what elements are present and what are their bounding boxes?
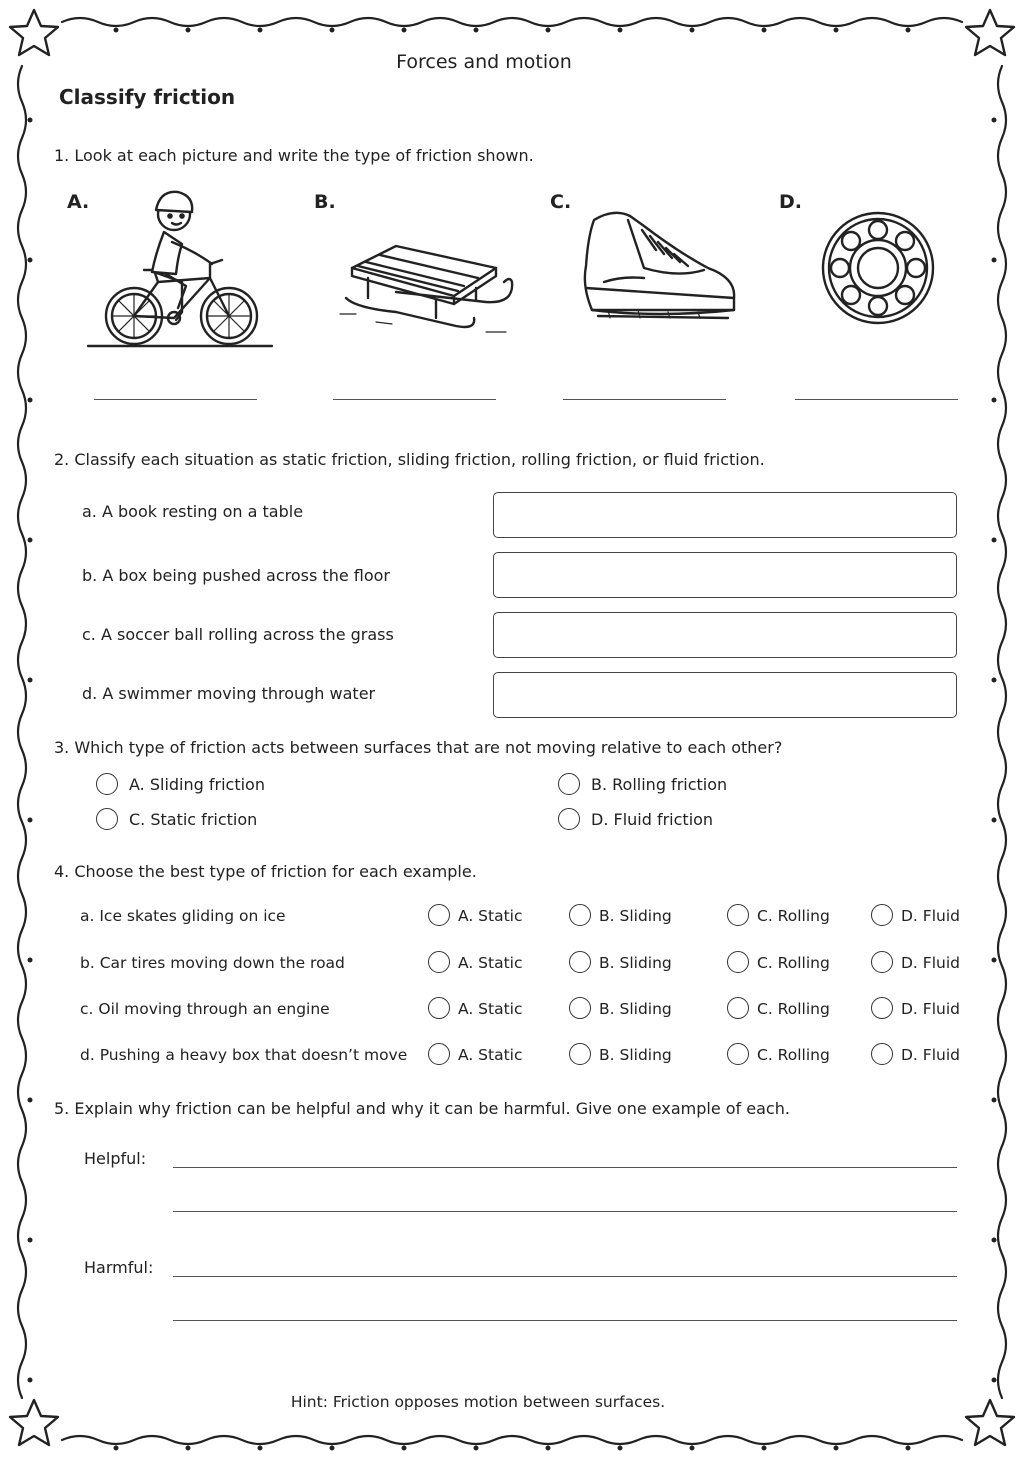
q3-option-d: D. Fluid friction bbox=[591, 810, 714, 829]
q4-row-b-radio-sliding[interactable] bbox=[569, 951, 591, 973]
q4-row-d-option-fluid: D. Fluid bbox=[901, 1046, 960, 1064]
q4-row-a-option-sliding: B. Sliding bbox=[599, 907, 672, 925]
answer-line-d[interactable] bbox=[795, 399, 958, 400]
helpful-line-2[interactable] bbox=[173, 1211, 957, 1212]
answer-box-a[interactable] bbox=[493, 492, 957, 538]
q4-row-c-option-fluid: D. Fluid bbox=[901, 1000, 960, 1018]
picture-label-d: D. bbox=[779, 191, 802, 213]
q4-row-d-option-static: A. Static bbox=[458, 1046, 523, 1064]
q4-row-a-radio-rolling[interactable] bbox=[727, 904, 749, 926]
question-3-text: 3. Which type of friction acts between surfaces that are not moving relative to each other? bbox=[54, 738, 783, 757]
shoe-icon bbox=[578, 206, 744, 326]
picture-label-b: B. bbox=[314, 191, 336, 213]
q4-row-b-label: b. Car tires moving down the road bbox=[80, 954, 345, 972]
question-2-text: 2. Classify each situation as static friction, sliding friction, rolling friction, or fluid friction. bbox=[54, 450, 765, 469]
q4-row-d-label: d. Pushing a heavy box that doesn’t move bbox=[80, 1046, 408, 1064]
harmful-line-1[interactable] bbox=[173, 1276, 957, 1277]
sled-icon bbox=[336, 238, 526, 338]
question-1-text: 1. Look at each picture and write the type of friction shown. bbox=[54, 146, 534, 165]
q2-item-c: c. A soccer ball rolling across the grass bbox=[82, 625, 394, 644]
q4-row-c-option-rolling: C. Rolling bbox=[757, 1000, 830, 1018]
harmful-label: Harmful: bbox=[84, 1258, 154, 1277]
answer-box-b[interactable] bbox=[493, 552, 957, 598]
question-5-text: 5. Explain why friction can be helpful and why it can be harmful. Give one example of each. bbox=[54, 1099, 790, 1118]
worksheet-title: Forces and motion bbox=[396, 51, 572, 73]
q4-row-a-radio-fluid[interactable] bbox=[871, 904, 893, 926]
q4-row-d-radio-static[interactable] bbox=[428, 1043, 450, 1065]
q2-item-d: d. A swimmer moving through water bbox=[82, 684, 376, 703]
harmful-line-2[interactable] bbox=[173, 1320, 957, 1321]
q2-item-b: b. A box being pushed across the floor bbox=[82, 566, 391, 585]
helpful-line-1[interactable] bbox=[173, 1167, 957, 1168]
section-heading: Classify friction bbox=[59, 85, 236, 109]
q4-row-a-option-rolling: C. Rolling bbox=[757, 907, 830, 925]
answer-line-a[interactable] bbox=[94, 399, 257, 400]
q3-radio-c[interactable] bbox=[96, 808, 118, 830]
q4-row-c-label: c. Oil moving through an engine bbox=[80, 1000, 330, 1018]
q4-row-b-option-rolling: C. Rolling bbox=[757, 954, 830, 972]
q4-row-c-radio-rolling[interactable] bbox=[727, 997, 749, 1019]
helpful-label: Helpful: bbox=[84, 1149, 147, 1168]
q4-row-d-radio-fluid[interactable] bbox=[871, 1043, 893, 1065]
star-icon bbox=[966, 10, 1014, 55]
q4-row-a-option-fluid: D. Fluid bbox=[901, 907, 960, 925]
q3-option-b: B. Rolling friction bbox=[591, 775, 728, 794]
answer-line-c[interactable] bbox=[563, 399, 726, 400]
answer-box-d[interactable] bbox=[493, 672, 957, 718]
q4-row-b-radio-static[interactable] bbox=[428, 951, 450, 973]
q4-row-d-option-sliding: B. Sliding bbox=[599, 1046, 672, 1064]
q4-row-c-radio-sliding[interactable] bbox=[569, 997, 591, 1019]
picture-label-c: C. bbox=[550, 191, 572, 213]
q3-radio-a[interactable] bbox=[96, 773, 118, 795]
q3-radio-d[interactable] bbox=[558, 808, 580, 830]
q3-radio-b[interactable] bbox=[558, 773, 580, 795]
q4-row-b-radio-fluid[interactable] bbox=[871, 951, 893, 973]
q4-row-c-radio-static[interactable] bbox=[428, 997, 450, 1019]
q4-row-a-label: a. Ice skates gliding on ice bbox=[80, 907, 286, 925]
q3-option-c: C. Static friction bbox=[129, 810, 258, 829]
q4-row-c-option-static: A. Static bbox=[458, 1000, 523, 1018]
q4-row-d-option-rolling: C. Rolling bbox=[757, 1046, 830, 1064]
q2-item-a: a. A book resting on a table bbox=[82, 502, 304, 521]
q4-row-b-radio-rolling[interactable] bbox=[727, 951, 749, 973]
q4-row-c-radio-fluid[interactable] bbox=[871, 997, 893, 1019]
bicycle-rider-icon bbox=[86, 182, 276, 350]
question-4-text: 4. Choose the best type of friction for each example. bbox=[54, 862, 477, 881]
star-icon bbox=[10, 10, 58, 55]
q4-row-d-radio-sliding[interactable] bbox=[569, 1043, 591, 1065]
answer-box-c[interactable] bbox=[493, 612, 957, 658]
q4-row-b-option-fluid: D. Fluid bbox=[901, 954, 960, 972]
q4-row-a-radio-static[interactable] bbox=[428, 904, 450, 926]
q4-row-d-radio-rolling[interactable] bbox=[727, 1043, 749, 1065]
answer-line-b[interactable] bbox=[333, 399, 496, 400]
q4-row-c-option-sliding: B. Sliding bbox=[599, 1000, 672, 1018]
q4-row-b-option-sliding: B. Sliding bbox=[599, 954, 672, 972]
q3-option-a: A. Sliding friction bbox=[129, 775, 265, 794]
q4-row-b-option-static: A. Static bbox=[458, 954, 523, 972]
q4-row-a-option-static: A. Static bbox=[458, 907, 523, 925]
q4-row-a-radio-sliding[interactable] bbox=[569, 904, 591, 926]
picture-label-a: A. bbox=[67, 191, 90, 213]
hint-text: Hint: Friction opposes motion between surfaces. bbox=[290, 1393, 666, 1411]
ball-bearing-icon bbox=[818, 208, 938, 328]
star-icon bbox=[966, 1400, 1014, 1445]
